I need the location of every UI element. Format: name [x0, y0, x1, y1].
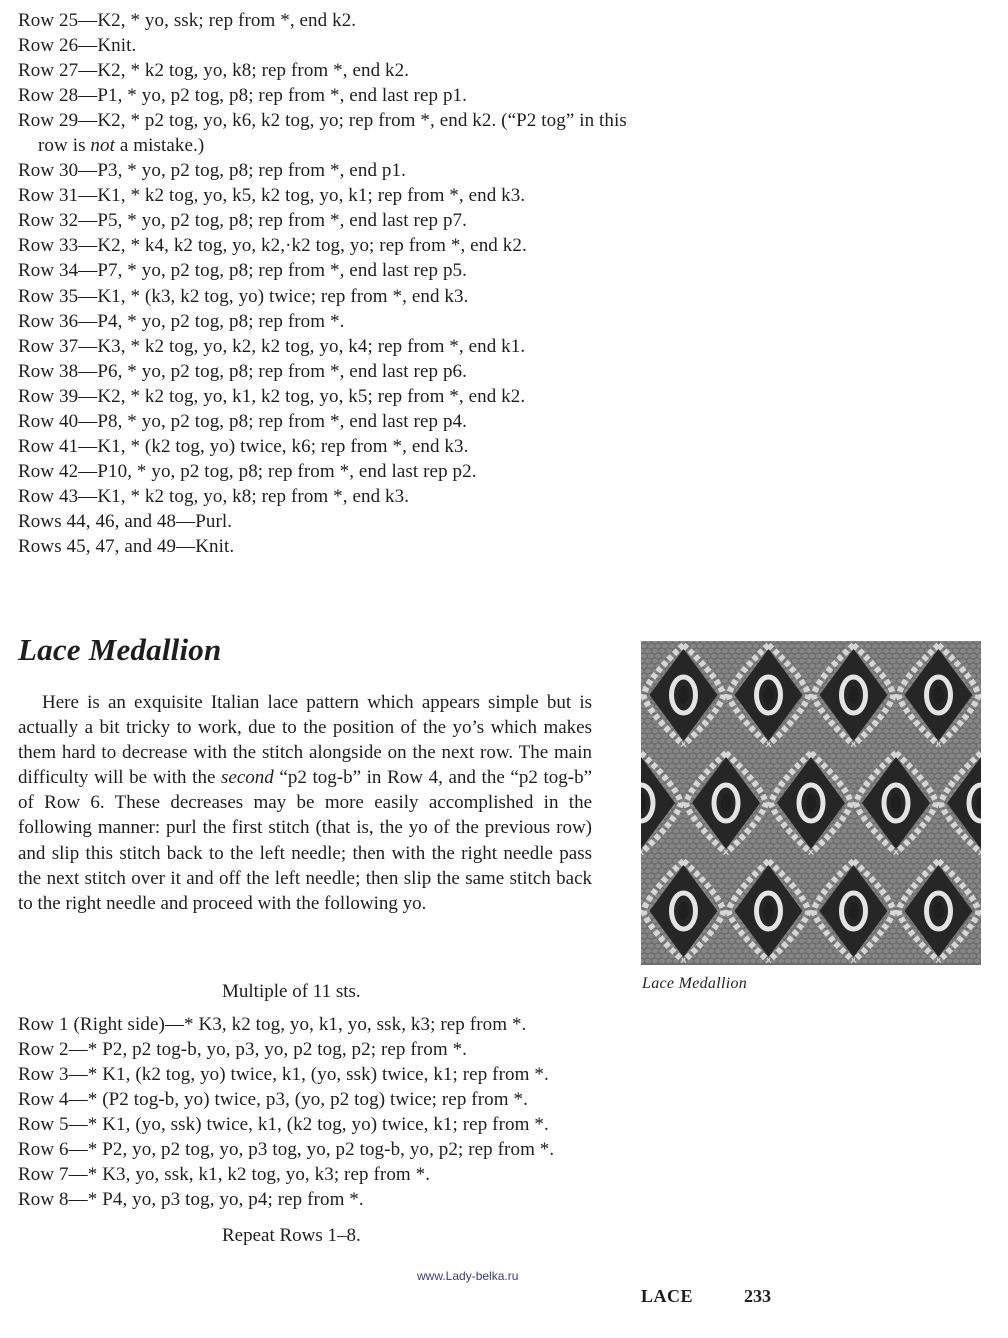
row-39: Row 39—K2, * k2 tog, yo, k1, k2 tog, yo, k5; rep from *, end k2. — [18, 385, 526, 407]
intro-paragraph — [18, 690, 592, 916]
medallion-row-7: Row 7—* K3, yo, ssk, k1, k2 tog, yo, k3; rep from *. — [18, 1164, 431, 1185]
row-26: Row 26—Knit. — [18, 35, 137, 57]
row-43: Row 43—K1, * k2 tog, yo, k8; rep from *, end k3. — [18, 485, 410, 507]
medallion-row-3: Row 3—* K1, (k2 tog, yo) twice, k1, (yo, ssk) twice, k1; rep from *. — [18, 1064, 549, 1085]
previous-pattern-rows — [18, 8, 798, 559]
row-33: Row 33—K2, * k4, k2 tog, yo, k2,·k2 tog, yo; rep from *, end k2. — [18, 235, 527, 257]
watermark-link[interactable]: www.Lady-belka.ru — [417, 1269, 519, 1283]
row-40: Row 40—P8, * yo, p2 tog, p8; rep from *, end last rep p4. — [18, 410, 467, 432]
row-28: Row 28—P1, * yo, p2 tog, p8; rep from *, end last rep p1. — [18, 85, 467, 107]
intro-part-1: Here is an exquisite Italian lace pattern which appears simple but is actually a bit tricky to work, due to the position of the yo’s which makes them hard to decrease with the stitch alongside on the next row. The main difficulty will be with the — [18, 692, 592, 789]
lace-swatch-image — [641, 641, 981, 965]
row-34: Row 34—P7, * yo, p2 tog, p8; rep from *, end last rep p5. — [18, 260, 467, 282]
rows-45-47-49: Rows 45, 47, and 49—Knit. — [18, 535, 235, 557]
row-30: Row 30—P3, * yo, p2 tog, p8; rep from *, end p1. — [18, 160, 406, 182]
row-38: Row 38—P6, * yo, p2 tog, p8; rep from *, end last rep p6. — [18, 360, 467, 382]
row-27: Row 27—K2, * k2 tog, yo, k8; rep from *, end k2. — [18, 60, 410, 82]
row-42: Row 42—P10, * yo, p2 tog, p8; rep from *, end last rep p2. — [18, 460, 477, 482]
intro-part-2: “p2 tog-b” in Row 4, and the “p2 tog-b” of Row 6. These decreases may be more easily accomplished in the following manner: purl the first stitch (that is, the yo of the previous row) and slip this stitch back to the left needle; then with the right needle pass the next stitch over it and off the left needle; then slip the same stitch back to the right needle and proceed with the following yo. — [18, 767, 592, 914]
section-heading: Lace Medallion — [18, 632, 222, 667]
medallion-row-1: Row 1 (Right side)—* K3, k2 tog, yo, k1, yo, ssk, k3; rep from *. — [18, 1014, 527, 1035]
row-37: Row 37—K3, * k2 tog, yo, k2, k2 tog, yo, k4; rep from *, end k1. — [18, 335, 526, 357]
medallion-pattern-rows — [18, 1012, 678, 1212]
medallion-row-8: Row 8—* P4, yo, p3 tog, yo, p4; rep from *. — [18, 1189, 364, 1210]
row-29-line-2-pre: row is — [38, 135, 91, 157]
medallion-row-4: Row 4—* (P2 tog-b, yo) twice, p3, (yo, p2 tog) twice; rep from *. — [18, 1089, 528, 1110]
row-35: Row 35—K1, * (k3, k2 tog, yo) twice; rep from *, end k3. — [18, 285, 469, 307]
medallion-row-2: Row 2—* P2, p2 tog-b, yo, p3, yo, p2 tog, p2; rep from *. — [18, 1039, 468, 1060]
medallion-row-6: Row 6—* P2, yo, p2 tog, yo, p3 tog, yo, p2 tog-b, yo, p2; rep from *. — [18, 1139, 555, 1160]
row-25: Row 25—K2, * yo, ssk; rep from *, end k2. — [18, 10, 357, 31]
photo-caption: Lace Medallion — [642, 975, 748, 992]
row-29-line-1: Row 29—K2, * p2 tog, yo, k6, k2 tog, yo; rep from *, end k2. (“P2 tog” in this — [18, 110, 627, 132]
row-36: Row 36—P4, * yo, p2 tog, p8; rep from *. — [18, 310, 345, 332]
row-29-emphasis: not — [90, 135, 116, 157]
stitch-multiple: Multiple of 11 sts. — [222, 981, 361, 1002]
intro-emphasis: second — [221, 767, 274, 789]
row-29-line-2-post: a mistake.) — [115, 135, 205, 157]
page-number: 233 — [744, 1286, 771, 1306]
lace-swatch-photo — [641, 641, 981, 965]
row-31: Row 31—K1, * k2 tog, yo, k5, k2 tog, yo, k1; rep from *, end k3. — [18, 185, 526, 207]
footer-section-name: LACE — [641, 1286, 694, 1306]
row-29-line-2 — [18, 133, 798, 158]
row-41: Row 41—K1, * (k2 tog, yo) twice, k6; rep from *, end k3. — [18, 435, 469, 457]
rows-44-46-48: Rows 44, 46, and 48—Purl. — [18, 510, 233, 532]
medallion-row-5: Row 5—* K1, (yo, ssk) twice, k1, (k2 tog, yo) twice, k1; rep from *. — [18, 1114, 549, 1135]
row-29 — [18, 108, 798, 158]
row-32: Row 32—P5, * yo, p2 tog, p8; rep from *, end last rep p7. — [18, 210, 467, 232]
repeat-instruction: Repeat Rows 1–8. — [222, 1225, 361, 1246]
